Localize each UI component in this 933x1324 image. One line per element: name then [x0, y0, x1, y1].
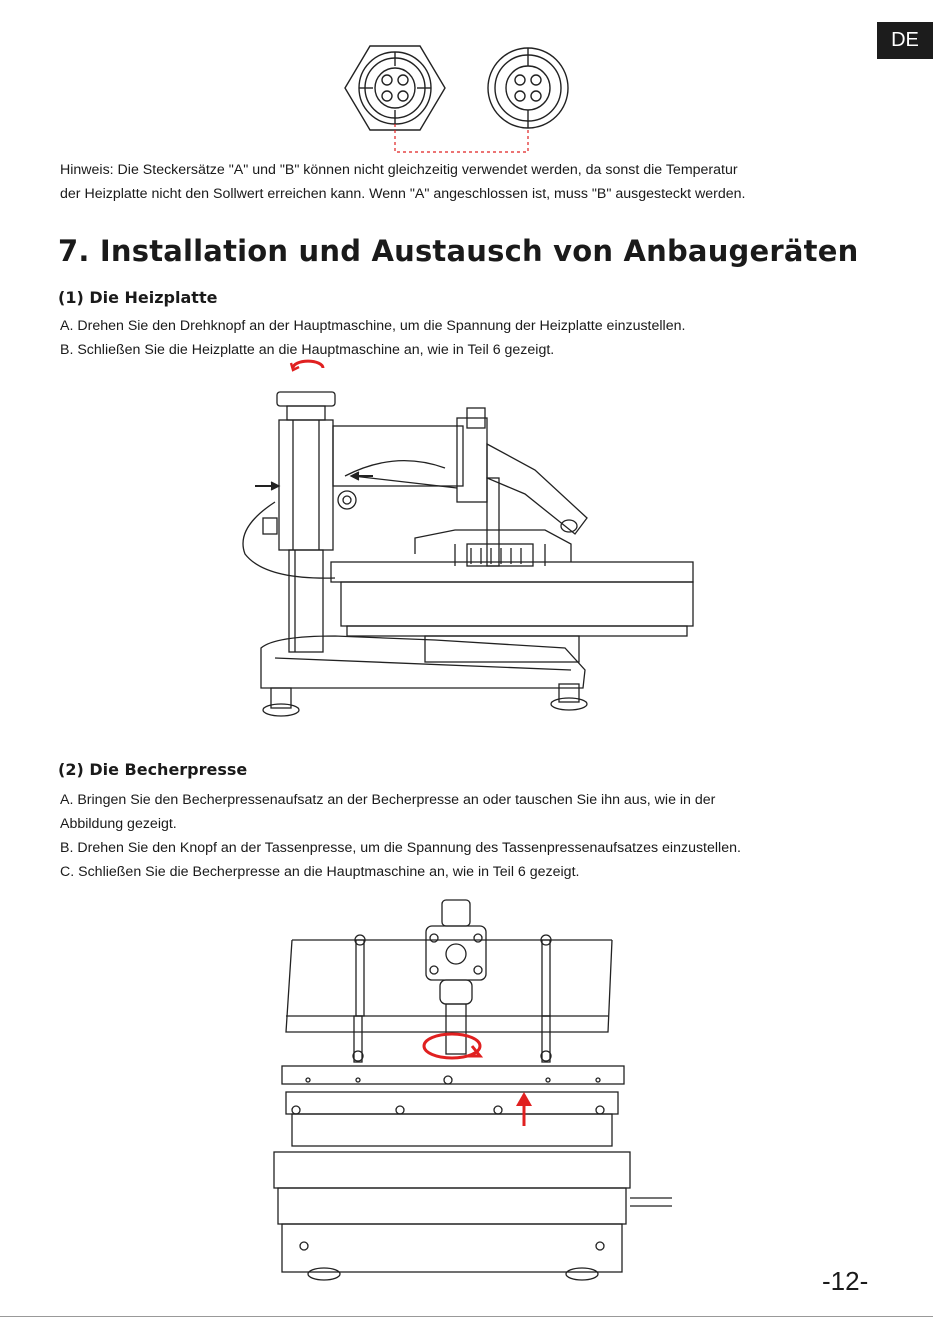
- bottom-rule: [0, 1316, 933, 1317]
- connector-note: [60, 158, 860, 206]
- language-tab: DE: [877, 22, 933, 59]
- becherpresse-step-a: A. Bringen Sie den Becherpressenaufsatz an der Becherpresse an oder tauschen Sie ihn aus, wie in der: [60, 792, 716, 808]
- heizplatte-steps: [60, 314, 850, 362]
- note-line-2: der Heizplatte nicht den Sollwert erreichen kann. Wenn "A" angeschlossen ist, muss "B" ausgesteckt werden.: [60, 186, 746, 202]
- connector-a-icon: [345, 46, 445, 130]
- heizplatte-step-b: B. Schließen Sie die Heizplatte an die Hauptmaschine an, wie in Teil 6 gezeigt.: [60, 342, 555, 358]
- becherpresse-step-b: B. Drehen Sie den Knopf an der Tassenpresse, um die Spannung des Tassenpressenaufsatzes einzustellen.: [60, 840, 741, 856]
- section-title: 7. Installation und Austausch von Anbaugeräten: [58, 234, 859, 268]
- note-line-1: Hinweis: Die Steckersätze "A" und "B" können nicht gleichzeitig verwendet werden, da sonst die Temperatur: [60, 162, 738, 178]
- becherpresse-steps: [60, 788, 850, 884]
- becherpresse-step-c: C. Schließen Sie die Becherpresse an die Hauptmaschine an, wie in Teil 6 gezeigt.: [60, 864, 580, 880]
- page-number: -12-: [822, 1266, 869, 1296]
- heizplatte-step-a: A. Drehen Sie den Drehknopf an der Hauptmaschine, um die Spannung der Heizplatte einzustellen.: [60, 318, 686, 334]
- connector-b-icon: [488, 48, 568, 128]
- becherpresse-step-a-cont: Abbildung gezeigt.: [60, 816, 177, 832]
- heat-press-illustration: [235, 358, 705, 720]
- mug-press-illustration: [268, 896, 676, 1282]
- subsection-heizplatte-title: (1) Die Heizplatte: [58, 288, 218, 307]
- connector-figure: [330, 40, 590, 158]
- subsection-becherpresse-title: (2) Die Becherpresse: [58, 760, 248, 779]
